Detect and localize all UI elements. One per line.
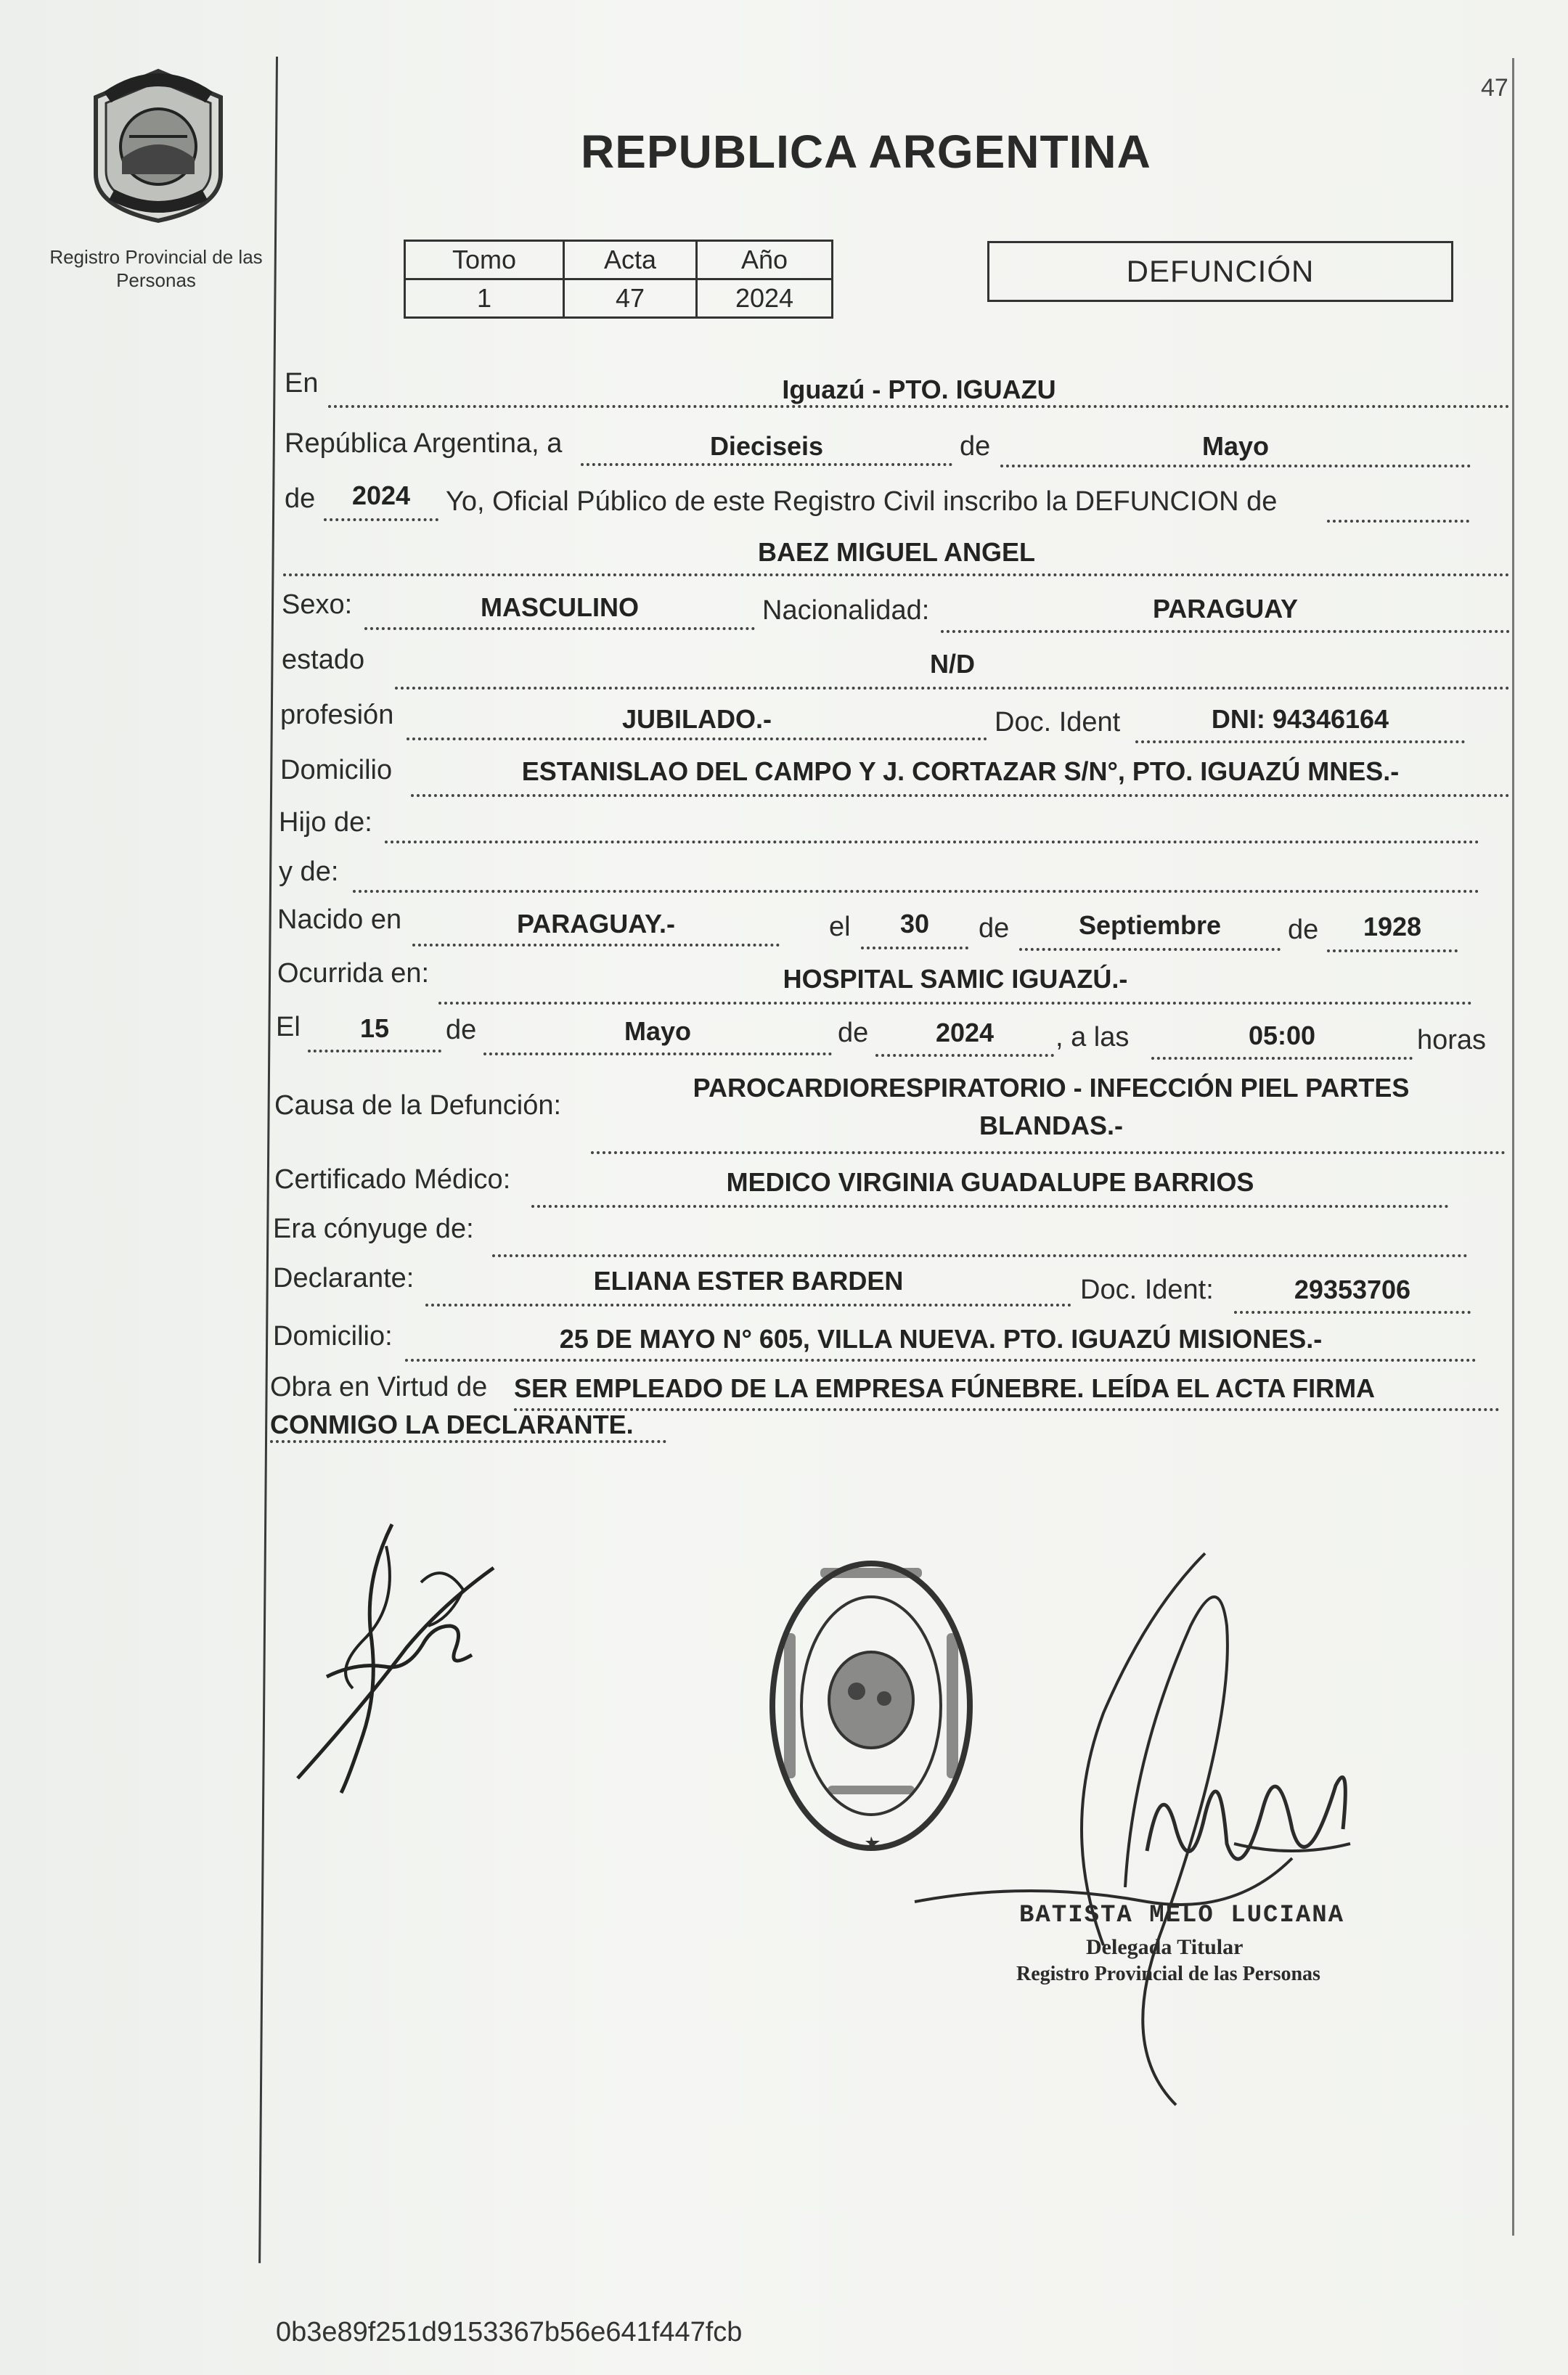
label-republica: República Argentina, a: [285, 428, 563, 459]
dotted-line: [861, 947, 968, 949]
label-domicilio: Domicilio: [280, 755, 393, 785]
page-number: 47: [1481, 74, 1508, 102]
label-doc-ident: Doc. Ident:: [1080, 1275, 1214, 1305]
official-signature: [886, 1539, 1394, 2119]
document-hash: 0b3e89f251d9153367b56e641f447fcb: [276, 2317, 743, 2347]
label-declarante: Declarante:: [273, 1263, 415, 1293]
registry-table: [404, 240, 833, 319]
label-y-de: y de:: [279, 857, 339, 887]
dotted-line: [411, 794, 1510, 797]
field-certificado: MEDICO VIRGINIA GUADALUPE BARRIOS: [726, 1167, 1254, 1197]
dotted-line: [483, 1052, 832, 1055]
label-domicilio: Domicilio:: [273, 1321, 393, 1352]
field-declarante-doc: 29353706: [1294, 1275, 1411, 1304]
field-profesion: JUBILADO.-: [622, 704, 772, 734]
field-def-mes: Mayo: [624, 1016, 692, 1046]
label-profesion: profesión: [280, 700, 394, 730]
dotted-line: [941, 630, 1510, 633]
label-de: de: [285, 483, 316, 514]
dotted-line: [438, 1002, 1472, 1005]
field-anio: 2024: [351, 481, 411, 510]
official-name: BATISTA MELO LUCIANA: [1019, 1902, 1345, 1929]
field-def-anio: 2024: [935, 1018, 995, 1047]
label-el: el: [829, 912, 851, 942]
dotted-line: [407, 737, 987, 740]
label-obra: Obra en Virtud de: [270, 1372, 488, 1402]
dotted-line: [1019, 948, 1281, 951]
dotted-line: [308, 1050, 441, 1052]
label-a-las: , a las: [1055, 1022, 1130, 1052]
dotted-line: [425, 1304, 1071, 1307]
declarant-signature: [283, 1517, 515, 1807]
province-emblem-icon: [86, 65, 231, 225]
registry-header-anio: Año: [697, 241, 833, 279]
field-obra-line2: CONMIGO LA DECLARANTE.: [270, 1410, 634, 1439]
field-causa-line2: BLANDAS.-: [979, 1111, 1123, 1140]
dotted-line: [353, 890, 1479, 893]
dotted-line: [283, 573, 1510, 576]
label-en: En: [285, 368, 319, 398]
field-domicilio: ESTANISLAO DEL CAMPO Y J. CORTAZAR S/N°, PTO. IGUAZÚ MNES.-: [521, 756, 1400, 786]
label-nacido-en: Nacido en: [277, 904, 402, 935]
dotted-line: [1327, 520, 1469, 523]
registry-header-acta: Acta: [564, 241, 697, 279]
dotted-line: [531, 1205, 1449, 1208]
field-obra-line1: SER EMPLEADO DE LA EMPRESA FÚNEBRE. LEÍDA EL ACTA FIRMA: [514, 1373, 1376, 1403]
registry-table-header-row: [405, 241, 833, 279]
field-estado: N/D: [930, 649, 975, 679]
field-sexo: MASCULINO: [481, 592, 639, 622]
dotted-line: [324, 518, 438, 521]
dotted-line: [412, 944, 780, 947]
field-def-dia: 15: [359, 1013, 390, 1043]
label-sexo: Sexo:: [282, 589, 353, 620]
dotted-line: [270, 1440, 666, 1443]
dotted-line: [875, 1054, 1054, 1057]
label-inscribo: Yo, Oficial Público de este Registro Civil inscribo la DEFUNCION de: [446, 486, 1278, 517]
field-nac-anio: 1928: [1363, 912, 1422, 941]
label-ocurrida-en: Ocurrida en:: [277, 958, 430, 989]
dotted-line: [328, 405, 1510, 408]
dotted-line: [395, 687, 1510, 690]
field-localidad: Iguazú - PTO. IGUAZU: [782, 375, 1056, 404]
dotted-line: [1327, 949, 1458, 952]
right-margin-line: [1512, 58, 1514, 2236]
label-de: de: [960, 431, 991, 462]
field-nac-mes: Septiembre: [1078, 910, 1222, 940]
registry-table-value-row: [405, 279, 833, 318]
field-declarante: ELIANA ESTER BARDEN: [593, 1266, 904, 1296]
field-nacido-en: PARAGUAY.-: [516, 909, 676, 939]
dotted-line: [405, 1359, 1477, 1362]
dotted-line: [1135, 740, 1465, 743]
document-type-box: DEFUNCIÓN: [987, 241, 1453, 302]
dotted-line: [1000, 465, 1471, 467]
label-nacionalidad: Nacionalidad:: [762, 595, 930, 626]
registry-value-acta: 47: [564, 279, 697, 318]
field-mes: Mayo: [1201, 431, 1270, 461]
label-certificado: Certificado Médico:: [274, 1164, 511, 1195]
field-nacionalidad: PARAGUAY: [1152, 594, 1299, 624]
field-nac-dia: 30: [899, 909, 930, 939]
label-el: El: [276, 1012, 301, 1042]
dotted-line: [364, 627, 755, 630]
dotted-line: [514, 1408, 1500, 1411]
label-horas: horas: [1417, 1025, 1487, 1055]
dotted-line: [492, 1254, 1468, 1257]
field-dia: Dieciseis: [709, 431, 824, 461]
dotted-line: [591, 1151, 1506, 1154]
field-def-hora: 05:00: [1248, 1021, 1316, 1050]
label-de: de: [1288, 915, 1319, 945]
label-estado: estado: [282, 645, 365, 675]
label-de: de: [446, 1015, 477, 1045]
field-ocurrida-en: HOSPITAL SAMIC IGUAZÚ.-: [783, 964, 1128, 994]
label-hijo-de: Hijo de:: [279, 807, 372, 838]
dotted-line: [581, 463, 952, 466]
label-doc-ident: Doc. Ident: [995, 707, 1121, 737]
label-de: de: [979, 913, 1010, 944]
field-causa-line1: PAROCARDIORESPIRATORIO - INFECCIÓN PIEL PARTES: [693, 1073, 1410, 1103]
registry-value-tomo: 1: [405, 279, 564, 318]
official-office: Registro Provincial de las Personas: [1016, 1963, 1320, 1985]
dotted-line: [1151, 1057, 1413, 1060]
label-causa: Causa de la Defunción:: [274, 1090, 562, 1121]
document-title: REPUBLICA ARGENTINA: [581, 126, 1151, 178]
registry-value-anio: 2024: [697, 279, 833, 318]
dotted-line: [385, 841, 1479, 843]
agency-caption: Registro Provincial de las Personas: [49, 246, 263, 291]
label-conyuge: Era cónyuge de:: [273, 1214, 474, 1244]
field-declarante-domicilio: 25 DE MAYO N° 605, VILLA NUEVA. PTO. IGUAZÚ MISIONES.-: [559, 1324, 1323, 1354]
label-de: de: [838, 1018, 869, 1048]
official-role: Delegada Titular: [1086, 1935, 1244, 1959]
dotted-line: [1234, 1311, 1471, 1314]
registry-header-tomo: Tomo: [405, 241, 564, 279]
field-nombre: BAEZ MIGUEL ANGEL: [757, 537, 1035, 567]
field-doc-ident: DNI: 94346164: [1211, 704, 1389, 734]
